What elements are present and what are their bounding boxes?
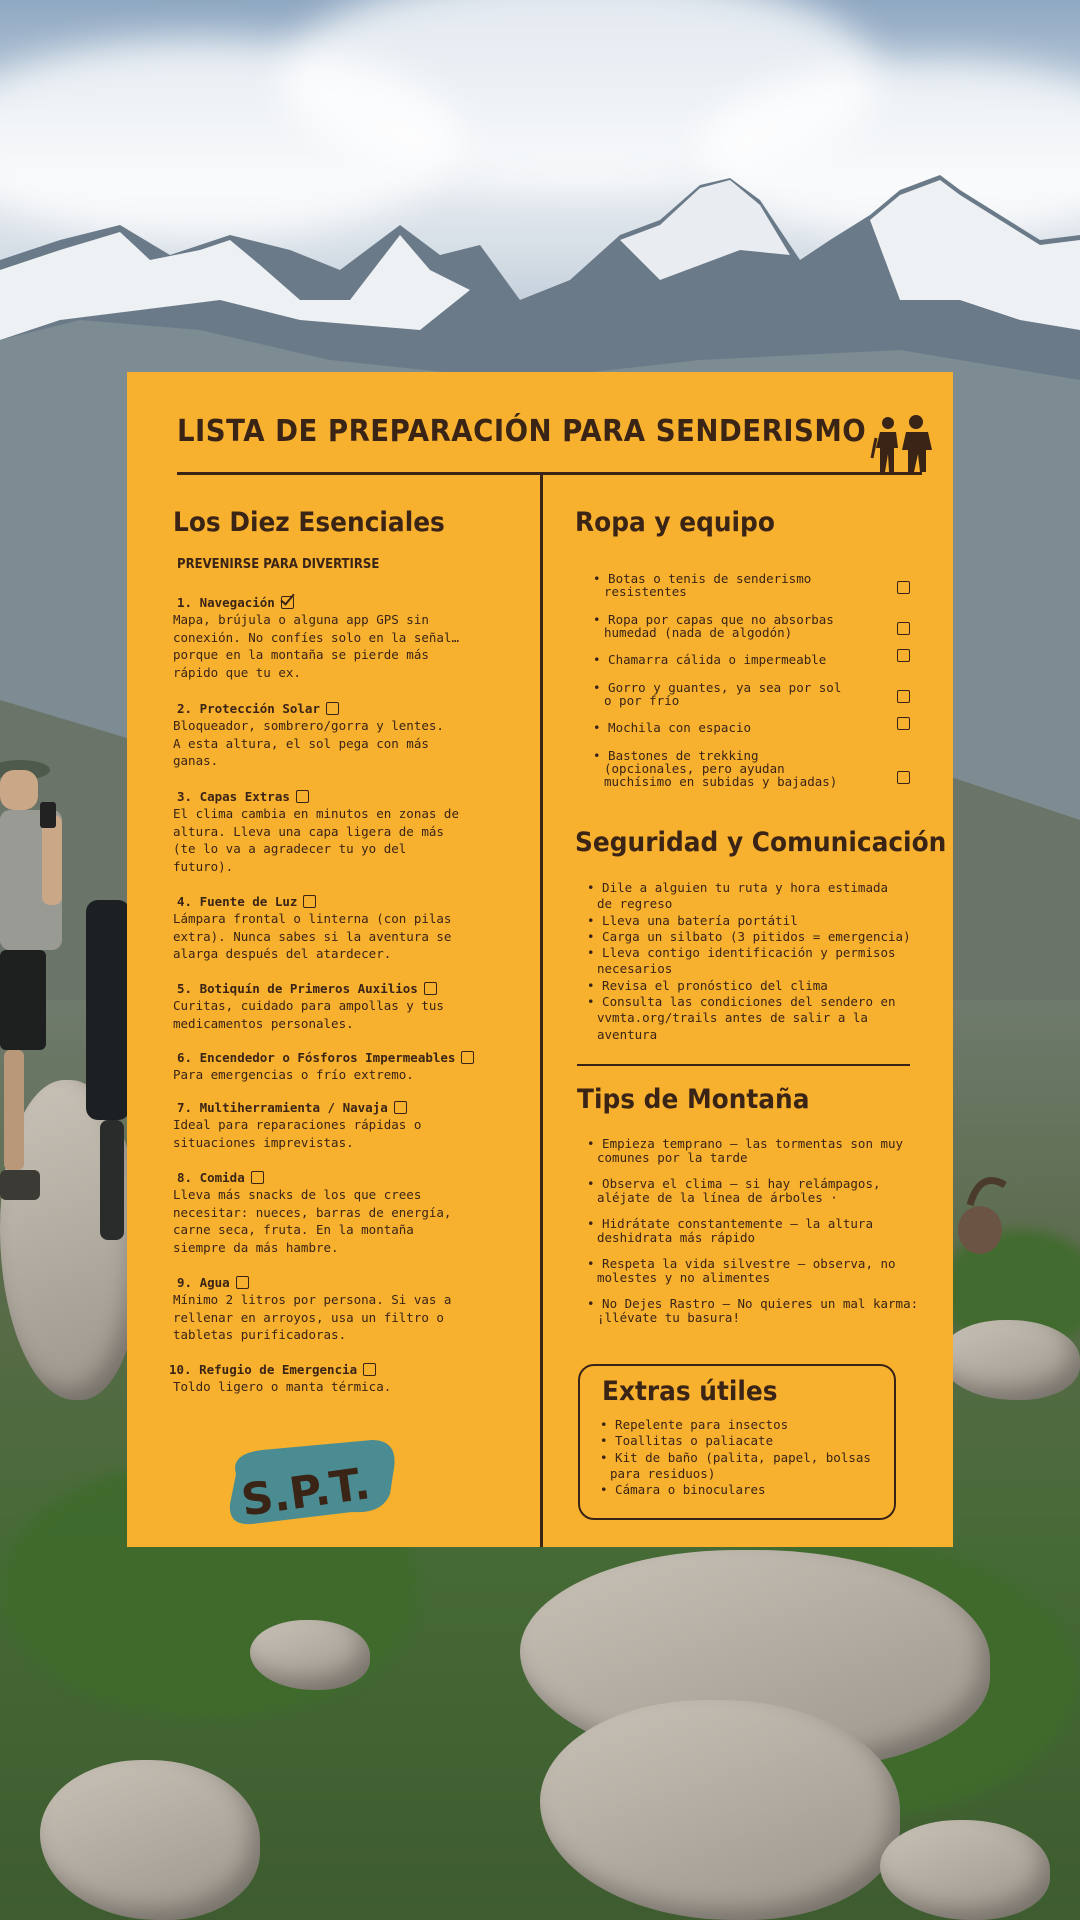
essential-label: 1. Navegación <box>177 595 275 610</box>
extra-item: • Kit de baño (palita, papel, bolsas para residuos) <box>600 1449 871 1481</box>
essential-label: 9. Agua <box>177 1275 230 1290</box>
extra-item: • Cámara o binoculares <box>600 1482 766 1498</box>
checkbox[interactable] <box>897 771 910 784</box>
ibex <box>950 1175 1020 1265</box>
spt-logo <box>222 1434 402 1529</box>
essential-desc: Lleva más snacks de los que crees necesitar: nueces, barras de energía, carne seca, fruta. En la montaña siempre da más hambre. <box>173 1187 452 1255</box>
checkbox[interactable] <box>897 717 910 730</box>
checkbox[interactable] <box>461 1051 474 1064</box>
essential-item <box>173 789 503 875</box>
checkbox[interactable] <box>897 690 910 703</box>
gear-item-text: • Bastones de trekking (opcionales, pero ayudan muchísimo en subidas y bajadas) <box>593 748 838 789</box>
checkbox[interactable] <box>326 702 339 715</box>
extras-list <box>600 1417 890 1498</box>
hikers <box>0 740 130 1260</box>
essentials-subheading: PREVENIRSE PARA DIVERTIRSE <box>177 557 380 572</box>
safety-item: • Consulta las condiciones del sendero en vvmta.org/trails antes de salir a la aventura <box>587 994 896 1042</box>
essential-label: 10. Refugio de Emergencia <box>169 1362 358 1377</box>
checklist-card <box>127 372 953 1547</box>
essential-label: 2. Protección Solar <box>177 701 320 716</box>
essential-desc: Ideal para reparaciones rápidas o situaciones imprevistas. <box>173 1117 422 1150</box>
essential-label: 7. Multiherramienta / Navaja <box>177 1100 388 1115</box>
essential-item <box>173 1275 503 1344</box>
essential-item <box>169 1362 499 1396</box>
safety-list <box>587 880 932 1043</box>
safety-item: • Dile a alguien tu ruta y hora estimada de regreso <box>587 880 889 912</box>
essential-item <box>173 595 503 681</box>
safety-item: • Carga un silbato (3 pitidos = emergencia) <box>587 928 911 944</box>
checkbox[interactable] <box>394 1101 407 1114</box>
hikers-icon <box>870 414 940 474</box>
essential-desc: Curitas, cuidado para ampollas y tus medicamentos personales. <box>173 998 444 1031</box>
essential-item <box>173 701 503 770</box>
logo-text: S.P.T. <box>238 1458 374 1527</box>
tip-item: • Observa el clima – si hay relámpagos, aléjate de la línea de árboles · <box>587 1176 881 1205</box>
checkbox[interactable] <box>251 1171 264 1184</box>
essential-label: 5. Botiquín de Primeros Auxilios <box>177 981 418 996</box>
safety-item: • Lleva una batería portátil <box>587 912 798 928</box>
checkbox[interactable] <box>236 1276 249 1289</box>
checkbox[interactable] <box>303 895 316 908</box>
gear-item-text: • Mochila con espacio <box>593 720 752 735</box>
essential-label: 6. Encendedor o Fósforos Impermeables <box>177 1050 456 1065</box>
essential-desc: Bloqueador, sombrero/gorra y lentes. A esta altura, el sol pega con más ganas. <box>173 718 444 768</box>
essential-desc: Para emergencias o frío extremo. <box>173 1067 414 1082</box>
extra-item: • Toallitas o paliacate <box>600 1433 774 1449</box>
checkbox[interactable] <box>363 1363 376 1376</box>
checkbox[interactable] <box>897 622 910 635</box>
tips-heading: Tips de Montaña <box>577 1084 810 1115</box>
page-title: LISTA DE PREPARACIÓN PARA SENDERISMO <box>177 414 867 449</box>
essential-item <box>173 981 503 1032</box>
checkbox[interactable] <box>296 790 309 803</box>
column-divider <box>540 474 543 1547</box>
tip-item: • Hidrátate constantemente – la altura deshidrata más rápido <box>587 1216 873 1245</box>
gear-item-text: • Gorro y guantes, ya sea por sol o por frío <box>593 680 842 708</box>
gear-item-text: • Ropa por capas que no absorbas humedad (nada de algodón) <box>593 612 834 640</box>
safety-heading: Seguridad y Comunicación <box>575 827 947 858</box>
essential-desc: Mapa, brújula o alguna app GPS sin conexión. No confíes solo en la señal… porque en la montaña se pierde más rápido que tu ex. <box>173 612 459 680</box>
essential-desc: Toldo ligero o manta térmica. <box>173 1379 392 1394</box>
essential-desc: Lámpara frontal o linterna (con pilas extra). Nunca sabes si la aventura se alarga después del atardecer. <box>173 911 452 961</box>
title-divider <box>177 472 922 475</box>
essential-label: 4. Fuente de Luz <box>177 894 298 909</box>
essential-label: 3. Capas Extras <box>177 789 290 804</box>
essential-item <box>173 1050 533 1084</box>
extras-box <box>578 1364 896 1520</box>
essential-desc: Mínimo 2 litros por persona. Si vas a rellenar en arroyos, usa un filtro o tabletas purificadoras. <box>173 1292 452 1342</box>
gear-item-text: • Chamarra cálida o impermeable <box>593 652 827 667</box>
tip-item: • Respeta la vida silvestre – observa, no molestes y no alimentes <box>587 1256 896 1285</box>
essential-label: 8. Comida <box>177 1170 245 1185</box>
tip-item: • Empieza temprano – las tormentas son muy comunes por la tarde <box>587 1136 904 1165</box>
checkbox[interactable] <box>897 581 910 594</box>
gear-item-text: • Botas o tenis de senderismo resistentes <box>593 571 812 599</box>
essential-item <box>173 1100 503 1151</box>
essential-item <box>173 1170 503 1256</box>
section-divider <box>577 1064 910 1066</box>
gear-heading: Ropa y equipo <box>575 507 775 538</box>
essential-desc: El clima cambia en minutos en zonas de altura. Lleva una capa ligera de más (te lo va a agradecer tu yo del futuro). <box>173 806 459 874</box>
checkbox[interactable] <box>897 649 910 662</box>
title-row <box>177 414 907 464</box>
tips-list <box>587 1137 937 1324</box>
tip-item: • No Dejes Rastro – No quieres un mal karma: ¡llévate tu basura! <box>587 1296 919 1325</box>
extras-heading: Extras útiles <box>602 1376 778 1407</box>
safety-item: • Revisa el pronóstico del clima <box>587 977 828 993</box>
extra-item: • Repelente para insectos <box>600 1417 789 1432</box>
essential-item <box>173 894 503 963</box>
safety-item: • Lleva contigo identificación y permisos necesarios <box>587 945 896 977</box>
checkbox[interactable] <box>424 982 437 995</box>
checkbox[interactable] <box>281 596 294 609</box>
essentials-heading: Los Diez Esenciales <box>173 507 445 538</box>
